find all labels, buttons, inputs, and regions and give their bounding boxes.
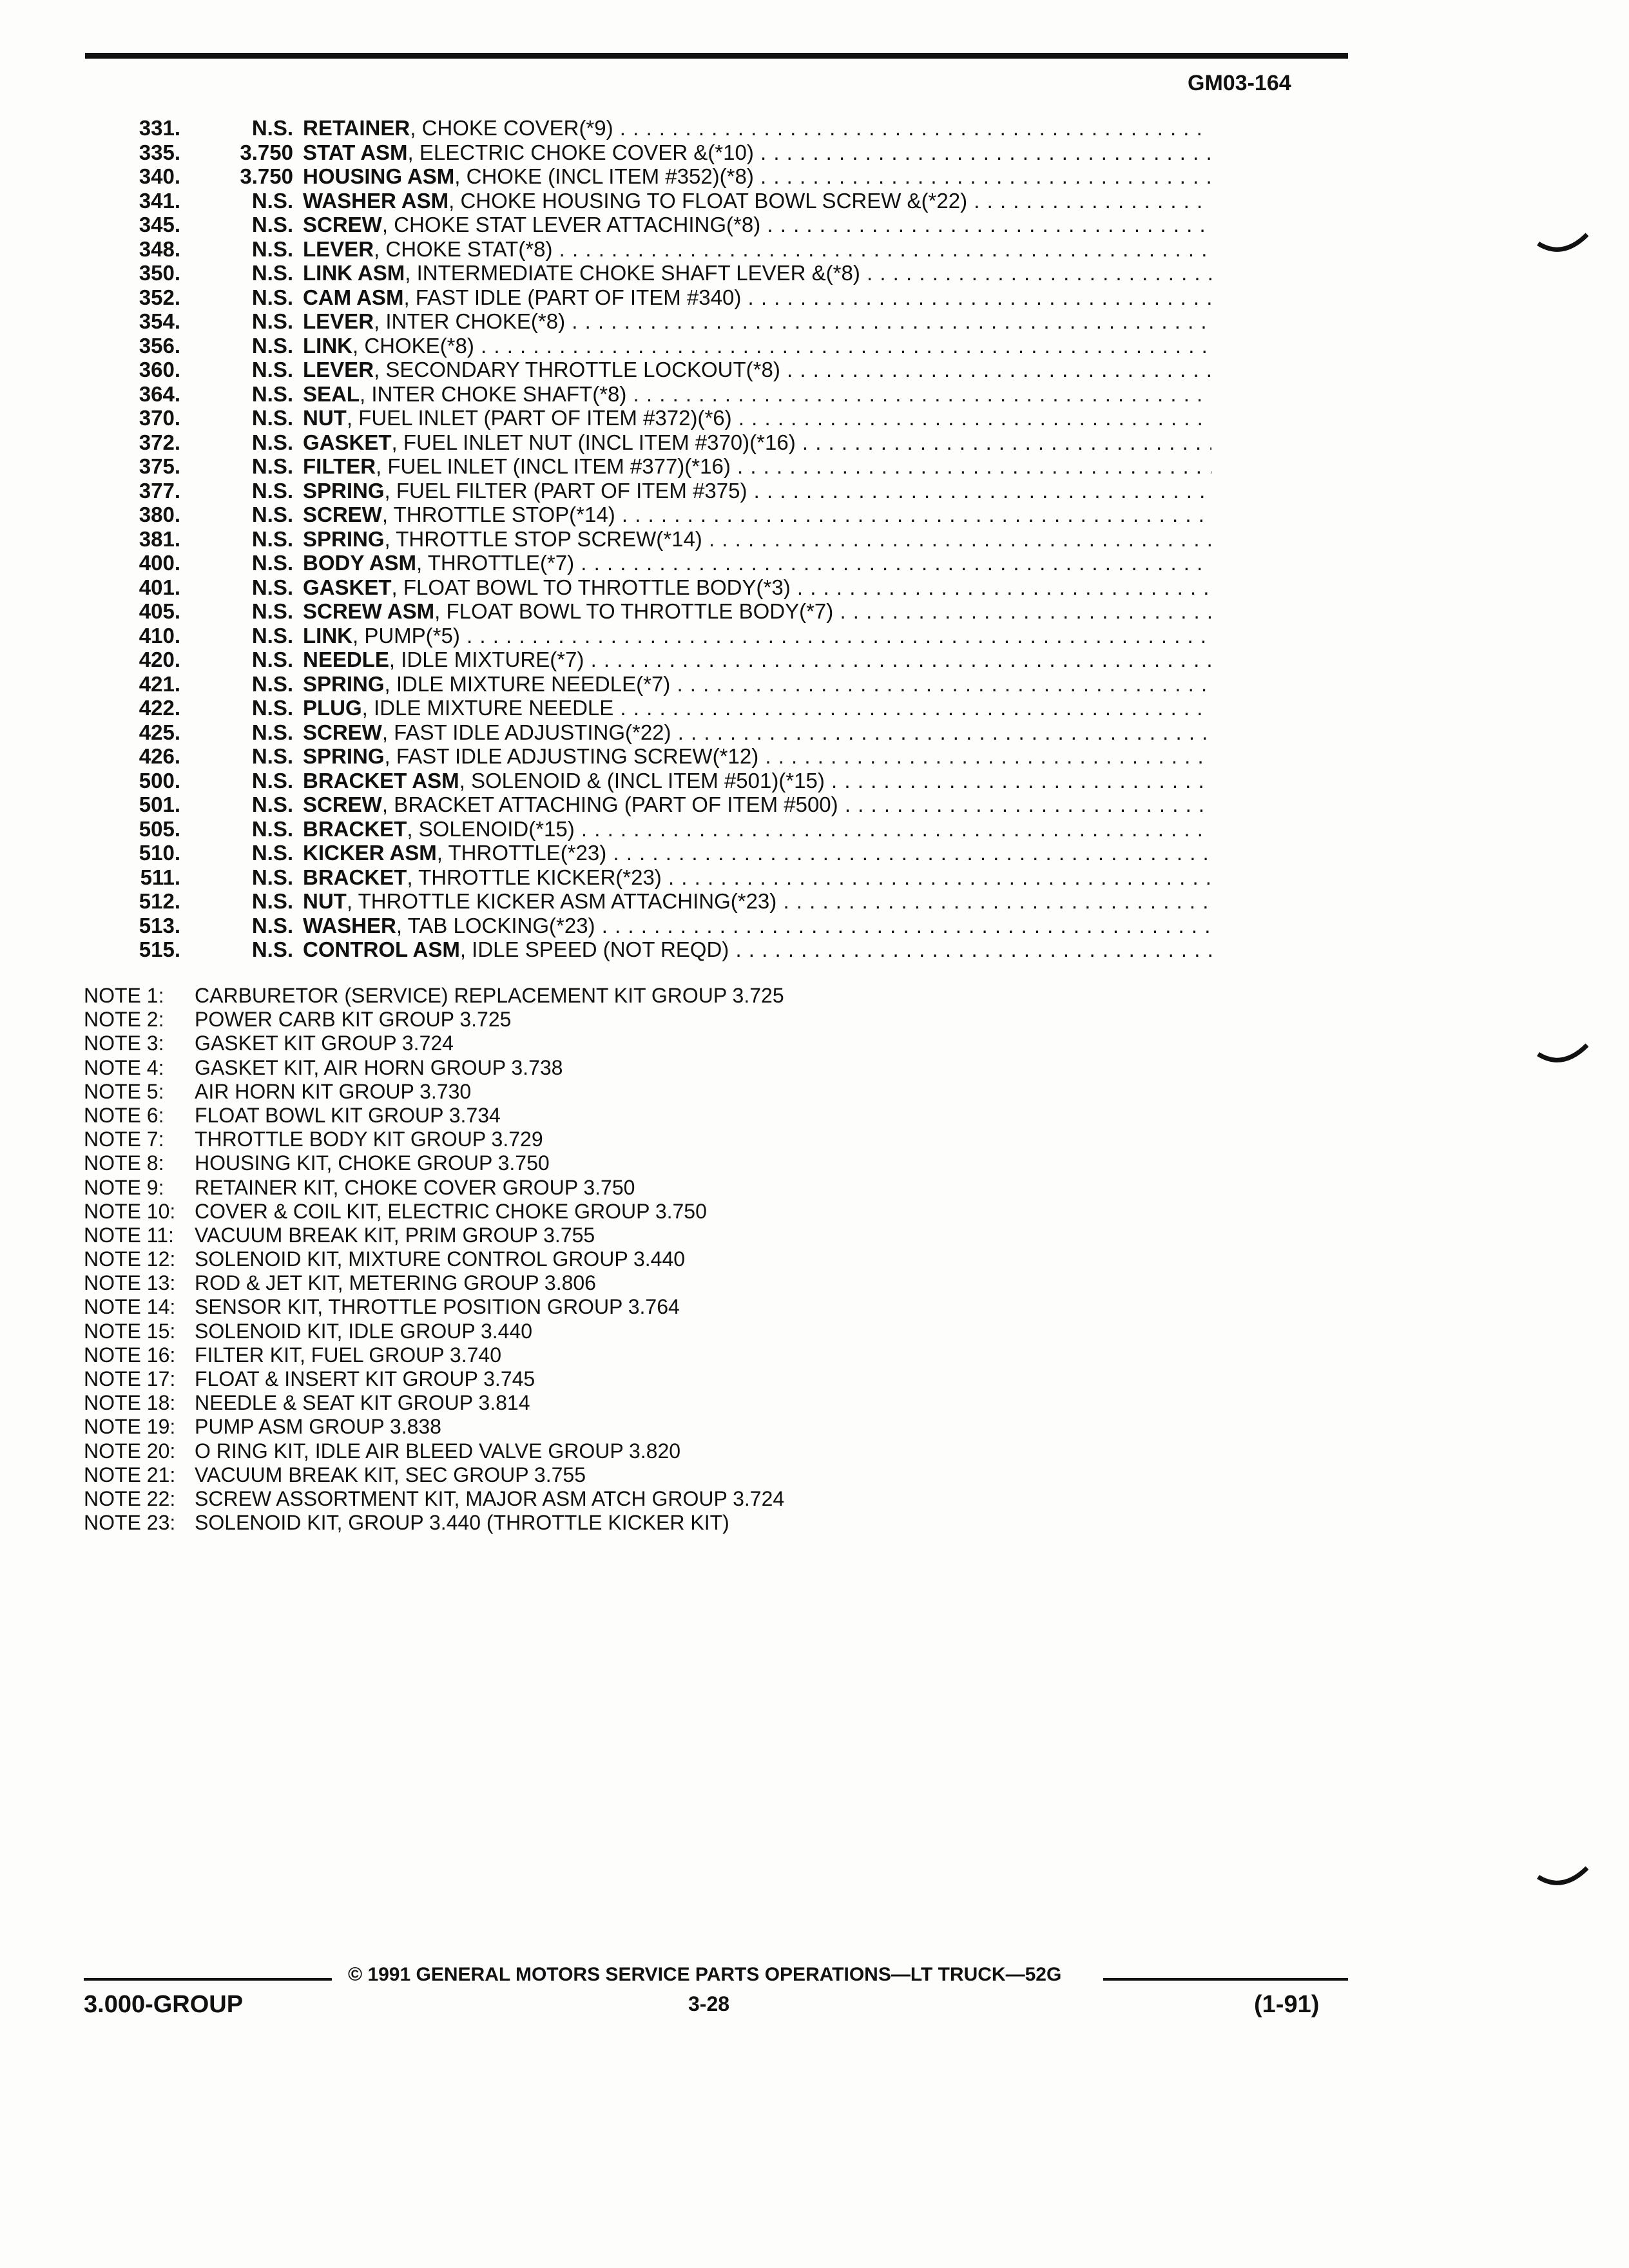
note-row [84,1151,986,1175]
part-detail: , SOLENOID & (INCL ITEM #501)(*15) [459,768,825,793]
part-group: N.S. [251,430,293,454]
part-row [103,551,1211,575]
part-number: 426. [139,744,180,768]
note-text: SENSOR KIT, THROTTLE POSITION GROUP 3.764 [195,1295,680,1319]
part-detail: , CHOKE COVER(*9) [410,116,613,140]
note-text: GASKET KIT, AIR HORN GROUP 3.738 [195,1055,563,1079]
part-name: BODY ASM [303,551,417,575]
part-detail: , FUEL FILTER (PART OF ITEM #375) [384,478,747,503]
part-group: N.S. [251,720,293,744]
note-row [84,1032,986,1055]
part-row [103,720,1211,745]
part-group: N.S. [251,889,293,913]
part-group: N.S. [251,526,293,551]
part-detail: , INTER CHOKE(*8) [374,309,566,333]
part-number: 350. [139,261,180,285]
part-number: 352. [139,285,180,309]
note-row [84,1295,986,1319]
part-group: N.S. [251,285,293,309]
part-detail: , INTERMEDIATE CHOKE SHAFT LEVER &(*8) [405,261,860,285]
note-text: RETAINER KIT, CHOKE COVER GROUP 3.750 [195,1175,635,1199]
part-row [103,744,1211,769]
note-key: NOTE 20: [84,1439,176,1463]
part-row [103,430,1211,455]
part-row [103,116,1211,140]
part-description [303,334,1211,358]
part-group: N.S. [251,744,293,768]
part-number: 511. [140,865,180,889]
note-text: CARBURETOR (SERVICE) REPLACEMENT KIT GROUP 3.725 [195,984,784,1007]
part-number: 341. [139,188,180,213]
parts-list [103,116,1211,962]
part-number: 421. [139,671,180,696]
part-description [303,213,1211,237]
note-row [84,1224,986,1247]
part-name: FILTER [303,454,376,478]
part-name: CAM ASM [303,285,404,309]
note-key: NOTE 4: [84,1055,164,1079]
part-row [103,841,1211,865]
note-row [84,1128,986,1151]
part-row [103,914,1211,938]
binder-hole-mark [1537,232,1588,258]
part-description [303,599,1211,624]
part-description [303,309,1211,334]
part-description [303,406,1211,430]
part-description [303,430,1211,455]
part-row [103,261,1211,285]
part-number: 420. [139,648,180,671]
part-group: N.S. [251,696,293,720]
part-name: RETAINER [303,116,410,140]
part-row [103,527,1211,552]
part-name: GASKET [303,430,392,454]
part-name: HOUSING ASM [303,164,455,188]
note-key: NOTE 8: [84,1151,164,1175]
part-group: N.S. [251,793,293,816]
note-row [84,1487,986,1511]
part-group: N.S. [251,236,293,261]
note-key: NOTE 22: [84,1486,176,1510]
part-number: 331. [139,116,180,140]
part-detail: , FAST IDLE (PART OF ITEM #340) [403,285,742,309]
part-name: SCREW [303,213,382,236]
part-group: N.S. [251,188,293,213]
part-detail: , IDLE MIXTURE NEEDLE [361,696,614,720]
part-group: N.S. [251,333,293,358]
top-rule [85,53,1348,59]
part-group: N.S. [251,309,293,333]
part-group: 3.750 [240,140,293,164]
part-row [103,237,1211,262]
part-row [103,865,1211,890]
part-row [103,672,1211,697]
part-group: N.S. [251,648,293,671]
part-row [103,793,1211,817]
note-key: NOTE 11: [84,1223,174,1247]
note-row [84,1391,986,1415]
part-group: N.S. [251,671,293,696]
note-key: NOTE 9: [84,1175,164,1199]
note-row [84,1104,986,1128]
part-name: PLUG [303,696,362,720]
part-number: 425. [139,720,180,744]
part-description [303,454,1211,479]
part-group: N.S. [251,865,293,889]
part-detail: , FUEL INLET (PART OF ITEM #372)(*6) [346,406,732,430]
note-text: COVER & COIL KIT, ELECTRIC CHOKE GROUP 3.750 [195,1199,707,1223]
part-name: SCREW [303,793,382,816]
part-group: N.S. [251,551,293,575]
part-row [103,769,1211,793]
part-description [303,382,1211,407]
part-description [303,769,1211,793]
part-row [103,575,1211,600]
part-description [303,648,1211,672]
note-key: NOTE 23: [84,1511,176,1535]
note-row [84,1320,986,1343]
part-number: 512. [139,889,180,913]
footer-rule-right [1103,1978,1348,1981]
part-number: 356. [139,333,180,358]
part-name: LEVER [303,309,374,333]
part-group: N.S. [251,406,293,430]
part-description [303,696,1211,720]
part-detail: , SECONDARY THROTTLE LOCKOUT(*8) [374,358,780,381]
note-text: FILTER KIT, FUEL GROUP 3.740 [195,1343,501,1367]
note-row [84,1056,986,1080]
part-number: 501. [139,793,180,816]
note-row [84,1343,986,1367]
part-group: N.S. [251,381,293,406]
part-description [303,575,1211,600]
note-text: SOLENOID KIT, MIXTURE CONTROL GROUP 3.440 [195,1247,686,1271]
part-number: 513. [139,913,180,937]
note-text: POWER CARB KIT GROUP 3.725 [195,1008,512,1032]
note-row [84,1247,986,1271]
part-description [303,793,1211,817]
note-text: GASKET KIT GROUP 3.724 [195,1032,454,1055]
part-name: CONTROL ASM [303,937,460,961]
part-description [303,551,1211,575]
note-text: NEEDLE & SEAT KIT GROUP 3.814 [195,1391,530,1415]
part-group: N.S. [251,575,293,599]
note-row [84,1271,986,1295]
part-number: 364. [139,381,180,406]
part-description [303,889,1211,914]
part-detail: , FLOAT BOWL TO THROTTLE BODY(*7) [434,599,834,623]
part-group: N.S. [251,213,293,236]
part-name: NEEDLE [303,648,389,671]
note-text: PUMP ASM GROUP 3.838 [195,1415,441,1439]
note-row [84,1008,986,1032]
part-group: N.S. [251,358,293,381]
note-key: NOTE 14: [84,1295,176,1319]
part-description [303,624,1211,648]
note-key: NOTE 15: [84,1319,176,1343]
part-detail: , THROTTLE(*23) [436,841,607,865]
part-number: 380. [139,503,180,526]
footer-date: (1-91) [1254,1991,1320,2018]
note-key: NOTE 6: [84,1103,164,1127]
part-description [303,116,1211,140]
note-row [84,1176,986,1200]
note-key: NOTE 18: [84,1391,176,1415]
part-description [303,527,1211,552]
note-text: FLOAT & INSERT KIT GROUP 3.745 [195,1367,535,1390]
footer-copyright: © 1991 GENERAL MOTORS SERVICE PARTS OPERATIONS—LT TRUCK—52G [348,1964,1062,1985]
note-text: VACUUM BREAK KIT, PRIM GROUP 3.755 [195,1223,595,1247]
part-number: 354. [139,309,180,333]
part-row [103,454,1211,479]
part-description [303,164,1211,189]
part-row [103,309,1211,334]
part-row [103,479,1211,503]
binder-hole-mark [1537,1043,1588,1068]
part-number: 377. [139,478,180,503]
part-name: LEVER [303,236,374,261]
part-description [303,865,1211,890]
footer-rule-left [84,1978,332,1981]
part-row [103,696,1211,720]
part-name: SCREW [303,503,382,526]
note-row [84,1463,986,1487]
part-name: BRACKET ASM [303,768,459,793]
part-number: 400. [139,551,180,575]
part-row [103,382,1211,407]
note-row [84,1415,986,1439]
note-key: NOTE 10: [84,1199,176,1223]
part-detail: , FAST IDLE ADJUSTING(*22) [381,720,671,744]
part-detail: , INTER CHOKE SHAFT(*8) [360,381,627,406]
part-description [303,937,1211,962]
note-row [84,1439,986,1463]
part-description [303,503,1211,527]
part-name: LINK [303,623,352,648]
part-group: N.S. [251,841,293,865]
part-description [303,237,1211,262]
footer-group: 3.000-GROUP [84,1991,244,2018]
part-name: NUT [303,406,347,430]
part-detail: , THROTTLE STOP SCREW(*14) [384,526,702,551]
part-number: 372. [139,430,180,454]
note-key: NOTE 3: [84,1032,164,1055]
note-text: ROD & JET KIT, METERING GROUP 3.806 [195,1271,596,1295]
part-description [303,261,1211,285]
part-name: NUT [303,889,347,913]
note-row [84,1080,986,1104]
part-description [303,744,1211,769]
part-description [303,817,1211,841]
part-row [103,817,1211,841]
part-detail: , SOLENOID(*15) [407,816,575,841]
part-number: 401. [139,575,180,599]
note-key: NOTE 13: [84,1271,176,1295]
part-row [103,406,1211,430]
part-detail: , CHOKE (INCL ITEM #352)(*8) [454,164,754,188]
note-text: O RING KIT, IDLE AIR BLEED VALVE GROUP 3.820 [195,1439,681,1463]
part-name: SPRING [303,744,385,768]
page-id: GM03-164 [1188,71,1291,95]
note-text: SCREW ASSORTMENT KIT, MAJOR ASM ATCH GROUP 3.724 [195,1486,785,1510]
footer-page-number: 3-28 [688,1992,730,2015]
part-detail: , FLOAT BOWL TO THROTTLE BODY(*3) [391,575,791,599]
part-row [103,334,1211,358]
part-detail: , FAST IDLE ADJUSTING SCREW(*12) [384,744,759,768]
part-detail: , CHOKE STAT(*8) [374,236,553,261]
part-group: N.S. [251,116,293,140]
part-description [303,140,1211,165]
part-row [103,285,1211,310]
part-detail: , THROTTLE(*7) [416,551,575,575]
part-group: N.S. [251,261,293,285]
part-detail: , FUEL INLET NUT (INCL ITEM #370)(*16) [391,430,796,454]
part-number: 348. [139,236,180,261]
part-detail: , ELECTRIC CHOKE COVER &(*10) [407,140,754,164]
part-detail: , TAB LOCKING(*23) [396,913,595,937]
part-number: 370. [139,406,180,430]
part-detail: , CHOKE(*8) [352,333,474,358]
part-row [103,599,1211,624]
note-text: FLOAT BOWL KIT GROUP 3.734 [195,1103,501,1127]
note-key: NOTE 5: [84,1079,164,1103]
binder-hole-mark [1537,1865,1588,1891]
part-group: N.S. [251,816,293,841]
note-row [84,984,986,1008]
part-name: SEAL [303,381,360,406]
part-name: SPRING [303,671,385,696]
part-detail: , CHOKE HOUSING TO FLOAT BOWL SCREW &(*22) [448,188,968,213]
part-number: 405. [139,599,180,623]
part-number: 505. [139,816,180,841]
part-number: 340. [139,164,180,188]
part-number: 375. [139,454,180,478]
part-row [103,889,1211,914]
note-key: NOTE 19: [84,1415,176,1439]
part-description [303,672,1211,697]
note-key: NOTE 12: [84,1247,176,1271]
part-number: 515. [139,937,180,961]
note-key: NOTE 21: [84,1463,176,1486]
note-text: THROTTLE BODY KIT GROUP 3.729 [195,1128,543,1151]
part-row [103,937,1211,962]
part-row [103,189,1211,213]
part-detail: , IDLE MIXTURE(*7) [389,648,584,671]
part-name: BRACKET [303,865,407,889]
part-detail: , CHOKE STAT LEVER ATTACHING(*8) [381,213,761,236]
note-text: SOLENOID KIT, IDLE GROUP 3.440 [195,1319,533,1343]
part-row [103,624,1211,648]
part-detail: , PUMP(*5) [352,623,460,648]
part-name: SCREW ASM [303,599,435,623]
part-name: GASKET [303,575,392,599]
part-name: WASHER [303,913,396,937]
part-name: KICKER ASM [303,841,437,865]
part-number: 381. [139,526,180,551]
part-description [303,914,1211,938]
part-detail: , IDLE SPEED (NOT REQD) [459,937,729,961]
note-key: NOTE 2: [84,1008,164,1032]
part-description [303,189,1211,213]
part-number: 500. [139,768,180,793]
part-detail: , IDLE MIXTURE NEEDLE(*7) [384,671,671,696]
part-detail: , THROTTLE STOP(*14) [381,503,615,526]
part-name: SPRING [303,526,385,551]
note-key: NOTE 17: [84,1367,176,1390]
part-name: WASHER ASM [303,188,449,213]
part-description [303,479,1211,503]
part-description [303,358,1211,382]
part-number: 422. [139,696,180,720]
part-name: LEVER [303,358,374,381]
note-key: NOTE 16: [84,1343,176,1367]
part-number: 510. [139,841,180,865]
part-group: N.S. [251,503,293,526]
part-detail: , THROTTLE KICKER(*23) [407,865,662,889]
part-row [103,140,1211,165]
part-description [303,285,1211,310]
part-number: 335. [139,140,180,164]
part-row [103,358,1211,382]
part-name: STAT ASM [303,140,408,164]
part-group: N.S. [251,768,293,793]
note-text: AIR HORN KIT GROUP 3.730 [195,1079,472,1103]
part-group: N.S. [251,599,293,623]
part-group: 3.750 [240,164,293,188]
part-number: 410. [139,623,180,648]
part-name: LINK ASM [303,261,405,285]
note-row [84,1511,986,1535]
part-row [103,503,1211,527]
part-group: N.S. [251,478,293,503]
part-row [103,164,1211,189]
part-name: BRACKET [303,816,407,841]
part-name: LINK [303,333,352,358]
part-name: SPRING [303,478,385,503]
part-detail: , FUEL INLET (INCL ITEM #377)(*16) [376,454,731,478]
note-text: VACUUM BREAK KIT, SEC GROUP 3.755 [195,1463,586,1486]
part-description [303,841,1211,865]
part-number: 360. [139,358,180,381]
note-row [84,1200,986,1224]
note-key: NOTE 1: [84,984,164,1007]
part-detail: , THROTTLE KICKER ASM ATTACHING(*23) [346,889,777,913]
part-group: N.S. [251,623,293,648]
note-row [84,1367,986,1391]
part-detail: , BRACKET ATTACHING (PART OF ITEM #500) [381,793,838,816]
part-name: SCREW [303,720,382,744]
note-key: NOTE 7: [84,1128,164,1151]
part-row [103,213,1211,237]
part-group: N.S. [251,454,293,478]
part-row [103,648,1211,672]
part-group: N.S. [251,913,293,937]
part-description [303,720,1211,745]
notes-list [84,984,986,1535]
note-text: SOLENOID KIT, GROUP 3.440 (THROTTLE KICKER KIT) [195,1511,729,1535]
part-number: 345. [139,213,180,236]
note-text: HOUSING KIT, CHOKE GROUP 3.750 [195,1151,550,1175]
part-group: N.S. [251,937,293,961]
